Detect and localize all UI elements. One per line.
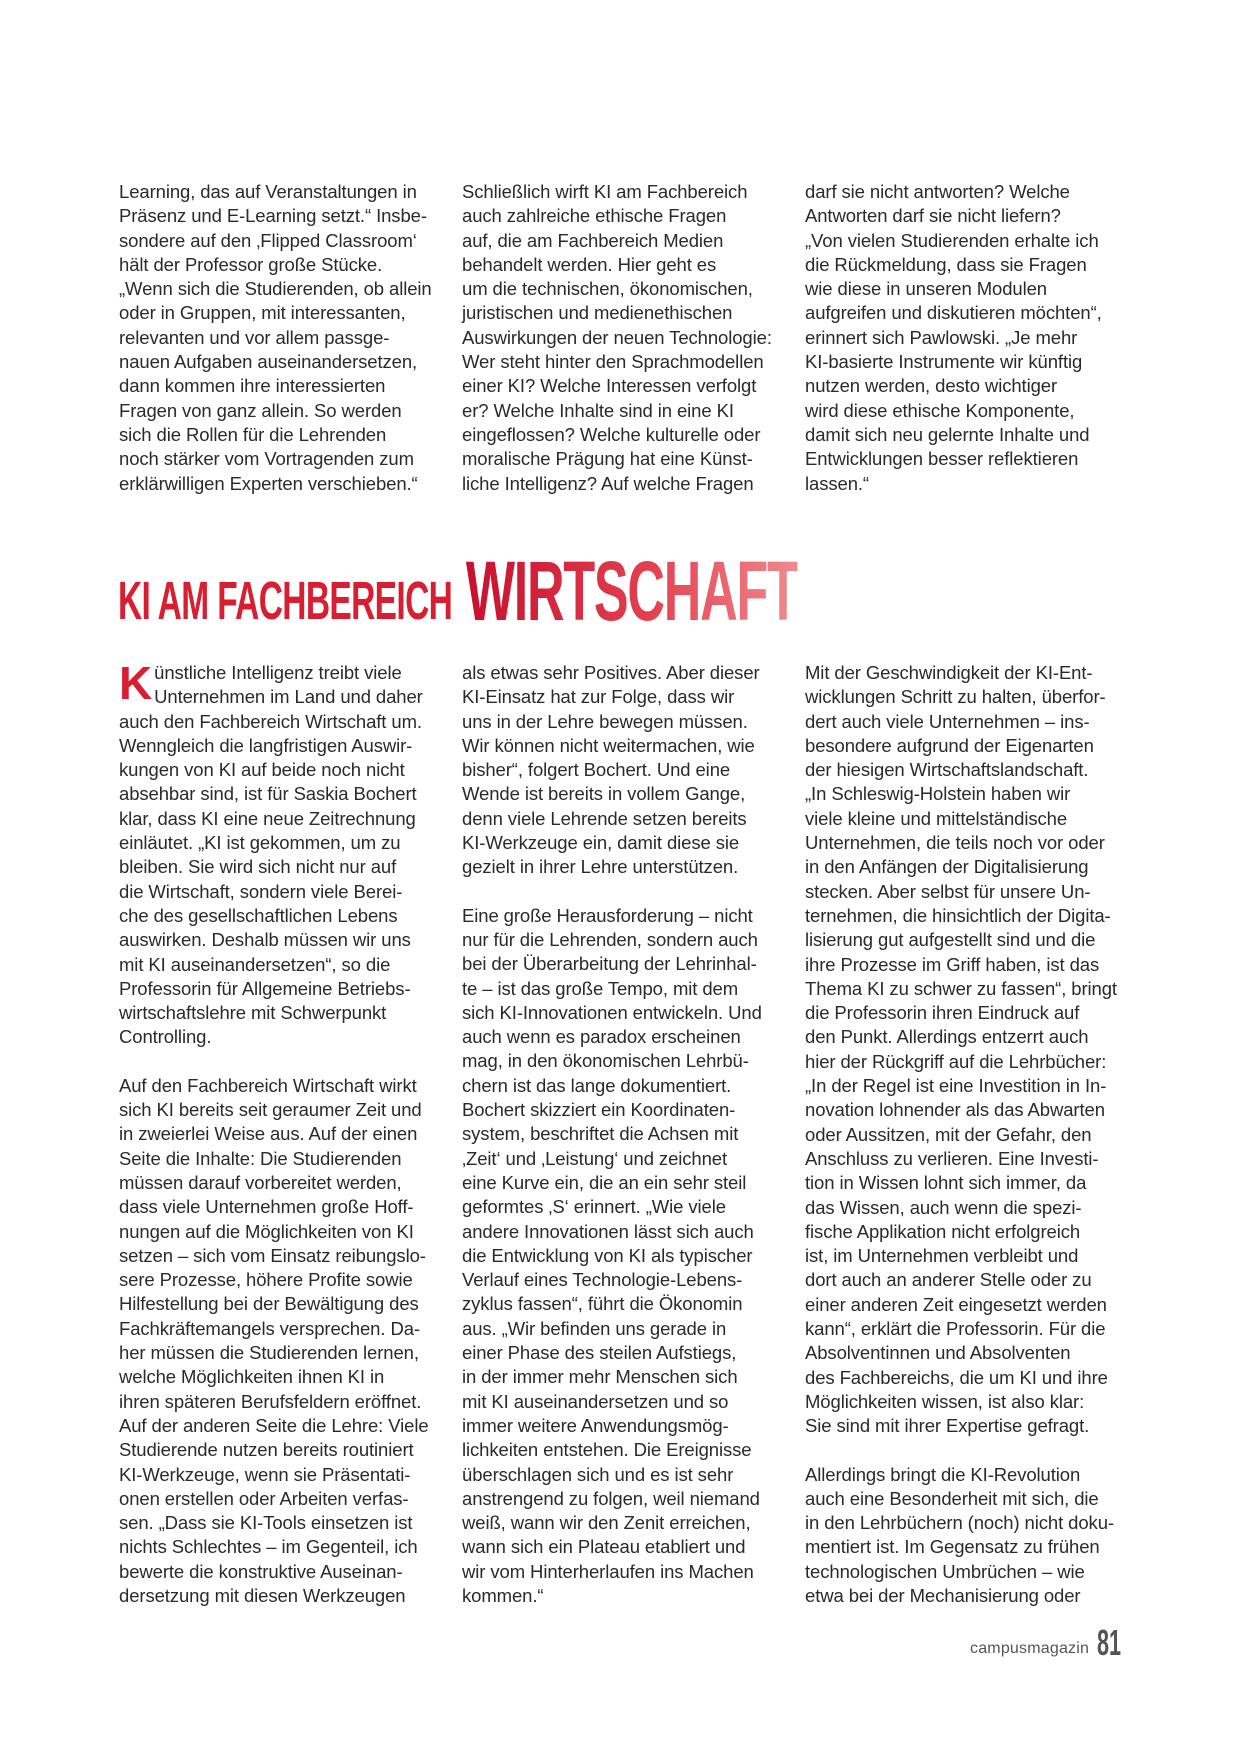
- text-line: um die technischen, ökonomischen,: [462, 278, 753, 300]
- text-line: Controlling.: [119, 1026, 212, 1048]
- text-line: dert auch viele Unternehmen – ins-: [805, 710, 1090, 732]
- text-line: die Rückmeldung, dass sie Fragen: [805, 253, 1087, 275]
- text-line: nauen Aufgaben auseinandersetzen,: [119, 351, 418, 373]
- text-line: uns in der Lehre bewegen müssen.: [462, 710, 748, 732]
- text-line: juristischen und medienethischen: [462, 302, 733, 324]
- text-line: Learning, das auf Veranstaltungen in: [119, 181, 417, 202]
- text-line: einer anderen Zeit eingesetzt werden: [805, 1293, 1107, 1315]
- text-line: nutzen werden, desto wichtiger: [805, 375, 1058, 397]
- text-line: kann“, erklärt die Professorin. Für die: [805, 1318, 1106, 1340]
- text-line: die Entwicklung von KI als typischer: [462, 1244, 753, 1266]
- text-line: „Von vielen Studierenden erhalte ich: [805, 229, 1099, 251]
- text-line: auch zahlreiche ethische Fragen: [462, 205, 727, 227]
- text-line: in zweierlei Weise aus. Auf der einen: [119, 1123, 418, 1145]
- text-line: auswirken. Deshalb müssen wir uns: [119, 929, 411, 951]
- text-line: viele kleine und mittelständische: [805, 807, 1068, 829]
- text-line: Präsenz und E-Learning setzt.“ Insbe-: [119, 205, 427, 227]
- text-line: Unternehmen im Land und daher: [154, 686, 423, 708]
- text-line: in den Lehrbüchern (noch) nicht doku-: [805, 1512, 1114, 1534]
- text-line: Hilfestellung bei der Bewältigung des: [119, 1293, 419, 1315]
- text-line: auch eine Besonderheit mit sich, die: [805, 1487, 1099, 1509]
- text-line: als etwas sehr Positives. Aber dieser: [462, 662, 760, 683]
- text-line: nur für die Lehrenden, sondern auch: [462, 928, 758, 950]
- text-line: oder Aussitzen, mit der Gefahr, den: [805, 1123, 1092, 1145]
- text-line: der hiesigen Wirtschaftslandschaft.: [805, 759, 1089, 781]
- text-line: KI-Werkzeuge, wenn sie Präsentati-: [119, 1463, 411, 1485]
- text-line: erinnert sich Pawlowski. „Je mehr: [805, 326, 1078, 348]
- page-footer: [970, 1622, 1137, 1663]
- text-line: Sie sind mit ihrer Expertise gefragt.: [805, 1415, 1090, 1437]
- text-line: den Punkt. Allerdings entzerrt auch: [805, 1026, 1089, 1048]
- paragraph: [462, 661, 772, 880]
- text-line: Entwicklungen besser reflektieren: [805, 448, 1079, 470]
- text-line: her müssen die Studierenden lernen,: [119, 1342, 419, 1364]
- text-line: mag, in den ökonomischen Lehrbü-: [462, 1050, 749, 1072]
- text-line: KI-Einsatz hat zur Folge, dass wir: [462, 686, 735, 708]
- page-number: 81: [1097, 1622, 1122, 1663]
- text-line: ist, im Unternehmen verbleibt und: [805, 1245, 1079, 1267]
- text-line: erklärwilligen Experten verschieben.“: [119, 472, 418, 494]
- text-line: bisher“, folgert Bochert. Und eine: [462, 759, 731, 781]
- text-line: kungen von KI auf beide noch nicht: [119, 759, 405, 781]
- text-line: Studierende nutzen bereits routiniert: [119, 1439, 414, 1461]
- text-line: lassen.“: [805, 472, 869, 494]
- text-line: ‚Zeit‘ und ‚Leistung‘ und zeichnet: [462, 1147, 728, 1169]
- text-line: besondere aufgrund der Eigenarten: [805, 734, 1094, 756]
- text-line: KI-basierte Instrumente wir künftig: [805, 351, 1083, 373]
- text-line: aufgreifen und diskutieren möchten“,: [805, 302, 1102, 324]
- text-line: des Fachbereichs, die um KI und ihre: [805, 1366, 1108, 1388]
- text-line: te – ist das große Tempo, mit dem: [462, 977, 739, 999]
- text-line: müssen darauf vorbereitet werden,: [119, 1171, 402, 1193]
- text-line: setzen – sich vom Einsatz reibungslo-: [119, 1244, 426, 1266]
- text-line: wie diese in unseren Modulen: [805, 278, 1047, 300]
- text-line: mit KI auseinandersetzen und so: [462, 1390, 729, 1412]
- text-line: welche Möglichkeiten ihnen KI in: [119, 1366, 385, 1388]
- text-line: aus. „Wir befinden uns gerade in: [462, 1317, 727, 1339]
- text-line: ihre Prozesse im Griff haben, ist das: [805, 953, 1100, 975]
- headline-prefix: KI AM FACHBEREICH: [118, 571, 453, 631]
- paragraph: [462, 904, 772, 1609]
- text-line: „In Schleswig-Holstein haben wir: [805, 783, 1071, 805]
- text-line: einläutet. „KI ist gekommen, um zu: [119, 832, 401, 854]
- text-line: onen erstellen oder Arbeiten verfas-: [119, 1487, 409, 1509]
- text-line: mit KI auseinandersetzen“, so die: [119, 953, 391, 975]
- text-line: bleiben. Sie wird sich nicht nur auf: [119, 856, 397, 878]
- text-line: wird diese ethische Komponente,: [805, 399, 1075, 421]
- text-line: Mit der Geschwindigkeit der KI-Ent-: [805, 662, 1093, 683]
- text-line: einer Phase des steilen Aufstiegs,: [462, 1342, 737, 1364]
- text-line: dersetzung mit diesen Werkzeugen: [119, 1584, 406, 1606]
- text-line: liche Intelligenz? Auf welche Fragen: [462, 472, 754, 494]
- text-line: eingeflossen? Welche kulturelle oder: [462, 423, 761, 445]
- text-line: Schließlich wirft KI am Fachbereich: [462, 181, 748, 202]
- text-line: sen. „Dass sie KI-Tools einsetzen ist: [119, 1512, 413, 1534]
- text-line: damit sich neu gelernte Inhalte und: [805, 423, 1090, 445]
- paragraph: [462, 180, 772, 496]
- text-line: wicklungen Schritt zu halten, überfor-: [805, 686, 1106, 708]
- text-line: in den Anfängen der Digitalisierung: [805, 856, 1089, 878]
- text-line: darf sie nicht antworten? Welche: [805, 181, 1070, 202]
- text-line: ihren späteren Berufsfeldern eröffnet.: [119, 1390, 422, 1412]
- text-line: Antworten darf sie nicht liefern?: [805, 205, 1061, 227]
- text-line: Verlauf eines Technologie-Lebens-: [462, 1269, 743, 1291]
- text-line: Eine große Herausforderung – nicht: [462, 904, 753, 926]
- text-line: che des gesellschaftlichen Lebens: [119, 904, 398, 926]
- text-line: nungen auf die Möglichkeiten von KI: [119, 1220, 414, 1242]
- text-line: Seite die Inhalte: Die Studierenden: [119, 1147, 402, 1169]
- section-headline: [118, 544, 798, 638]
- drop-cap: K: [119, 657, 153, 709]
- text-line: überschlagen sich und es ist sehr: [462, 1463, 734, 1485]
- top-column-3: [805, 180, 1115, 496]
- text-line: anstrengend zu folgen, weil niemand: [462, 1487, 760, 1509]
- text-line: moralische Prägung hat eine Künst-: [462, 448, 753, 470]
- text-line: geformtes ‚S‘ erinnert. „Wie viele: [462, 1196, 726, 1218]
- text-line: Absolventinnen und Absolventen: [805, 1342, 1071, 1364]
- text-line: die Professorin ihren Eindruck auf: [805, 1002, 1080, 1024]
- text-line: auch wenn es paradox erscheinen: [462, 1026, 741, 1048]
- paragraph: [119, 657, 429, 1050]
- paragraph: [805, 1463, 1115, 1609]
- text-line: weiß, wann wir den Zenit erreichen,: [462, 1512, 751, 1534]
- text-line: in der immer mehr Menschen sich: [462, 1366, 738, 1388]
- magazine-name: campusmagazin: [970, 1640, 1090, 1657]
- text-line: behandelt werden. Hier geht es: [462, 253, 717, 275]
- text-line: technologischen Umbrüchen – wie: [805, 1560, 1085, 1582]
- paragraph: [805, 180, 1115, 496]
- text-line: kommen.“: [462, 1584, 544, 1606]
- text-line: oder in Gruppen, mit interessanten,: [119, 302, 406, 324]
- text-line: Thema KI zu schwer zu fassen“, bringt: [805, 977, 1117, 999]
- text-line: die Wirtschaft, sondern viele Berei-: [119, 880, 403, 902]
- text-line: novation lohnender als das Abwarten: [805, 1099, 1105, 1121]
- text-line: zyklus fassen“, führt die Ökonomin: [462, 1293, 743, 1315]
- text-line: mentiert ist. Im Gegensatz zu frühen: [805, 1536, 1100, 1558]
- text-line: Auswirkungen der neuen Technologie:: [462, 326, 772, 348]
- text-line: stecken. Aber selbst für unsere Un-: [805, 880, 1091, 902]
- text-line: tion in Wissen lohnt sich immer, da: [805, 1172, 1087, 1194]
- text-line: „In der Regel ist eine Investition in In-: [805, 1075, 1107, 1097]
- text-line: einer KI? Welche Interessen verfolgt: [462, 375, 757, 397]
- text-line: Unternehmen, die teils noch vor oder: [805, 832, 1105, 854]
- text-line: KI-Werkzeuge ein, damit diese sie: [462, 832, 740, 854]
- text-line: sondere auf den ‚Flipped Classroom‘: [119, 229, 417, 251]
- text-line: auch den Fachbereich Wirtschaft um.: [119, 710, 422, 732]
- text-line: ünstliche Intelligenz treibt viele: [154, 662, 402, 683]
- text-line: etwa bei der Mechanisierung oder: [805, 1584, 1081, 1606]
- text-line: lisierung gut aufgestellt sind und die: [805, 929, 1096, 951]
- text-line: sere Prozesse, höhere Profite sowie: [119, 1269, 413, 1291]
- text-line: Auf der anderen Seite die Lehre: Viele: [119, 1414, 429, 1436]
- text-line: dann kommen ihre interessierten: [119, 375, 386, 397]
- text-line: absehbar sind, ist für Saskia Bochert: [119, 783, 417, 805]
- text-line: Auf den Fachbereich Wirtschaft wirkt: [119, 1074, 417, 1096]
- text-line: hier der Rückgriff auf die Lehrbücher:: [805, 1050, 1107, 1072]
- text-line: sich KI bereits seit geraumer Zeit und: [119, 1099, 422, 1121]
- text-line: nichts Schlechtes – im Gegenteil, ich: [119, 1536, 418, 1558]
- text-line: klar, dass KI eine neue Zeitrechnung: [119, 807, 416, 829]
- text-line: sich KI-Innovationen entwickeln. Und: [462, 1001, 762, 1023]
- text-line: dort auch an anderer Stelle oder zu: [805, 1269, 1092, 1291]
- text-line: Wende ist bereits in vollem Gange,: [462, 783, 746, 805]
- top-column-2: [462, 180, 772, 496]
- text-line: fische Applikation nicht erfolgreich: [805, 1220, 1081, 1242]
- text-line: immer weitere Anwendungsmög-: [462, 1414, 729, 1436]
- text-line: Fachkräftemangels versprechen. Da-: [119, 1317, 420, 1339]
- paragraph: [805, 661, 1115, 1439]
- paragraph: [119, 1074, 429, 1609]
- text-line: wir vom Hinterherlaufen ins Machen: [462, 1560, 754, 1582]
- text-line: sich die Rollen für die Lehrenden: [119, 423, 387, 445]
- text-line: Wir können nicht weitermachen, wie: [462, 734, 755, 756]
- text-line: system, beschriftet die Achsen mit: [462, 1123, 739, 1145]
- text-line: „Wenn sich die Studierenden, ob allein: [119, 278, 432, 300]
- text-line: Anschluss zu verlieren. Eine Investi-: [805, 1147, 1099, 1169]
- text-line: ternehmen, die hinsichtlich der Digita-: [805, 904, 1111, 926]
- text-line: wirtschaftslehre mit Schwerpunkt: [119, 1002, 387, 1024]
- text-line: bei der Überarbeitung der Lehrinhal-: [462, 953, 757, 975]
- article-column-2: [462, 661, 772, 1608]
- text-line: Bochert skizziert ein Koordinaten-: [462, 1099, 736, 1121]
- paragraph: [119, 180, 432, 496]
- top-column-1: [119, 180, 432, 496]
- text-line: er? Welche Inhalte sind in eine KI: [462, 399, 734, 421]
- text-line: auf, die am Fachbereich Medien: [462, 229, 724, 251]
- text-line: denn viele Lehrende setzen bereits: [462, 807, 747, 829]
- headline-keyword: WIRTSCHAFT: [465, 544, 798, 638]
- text-line: dass viele Unternehmen große Hoff-: [119, 1196, 414, 1218]
- text-line: noch stärker vom Vortragenden zum: [119, 448, 414, 470]
- text-line: lichkeiten entstehen. Die Ereignisse: [462, 1439, 752, 1461]
- article-column-1: [119, 657, 429, 1608]
- text-line: Fragen von ganz allein. So werden: [119, 399, 402, 421]
- text-line: Wer steht hinter den Sprachmodellen: [462, 351, 764, 373]
- text-line: wann sich ein Plateau etabliert und: [462, 1536, 746, 1558]
- text-line: hält der Professor große Stücke.: [119, 253, 383, 275]
- text-line: chern ist das lange dokumentiert.: [462, 1074, 732, 1096]
- text-line: Allerdings bringt die KI-Revolution: [805, 1463, 1081, 1485]
- text-line: relevanten und vor allem passge-: [119, 326, 390, 348]
- text-line: das Wissen, auch wenn die spezi-: [805, 1196, 1082, 1218]
- text-line: eine Kurve ein, die an ein sehr steil: [462, 1171, 747, 1193]
- text-line: gezielt in ihrer Lehre unterstützen.: [462, 856, 739, 878]
- text-line: andere Innovationen lässt sich auch: [462, 1220, 754, 1242]
- text-line: Wenngleich die langfristigen Auswir-: [119, 734, 413, 756]
- text-line: bewerte die konstruktive Auseinan-: [119, 1560, 403, 1582]
- article-column-3: [805, 661, 1115, 1608]
- text-line: Möglichkeiten wissen, ist also klar:: [805, 1390, 1085, 1412]
- text-line: Professorin für Allgemeine Betriebs-: [119, 977, 411, 999]
